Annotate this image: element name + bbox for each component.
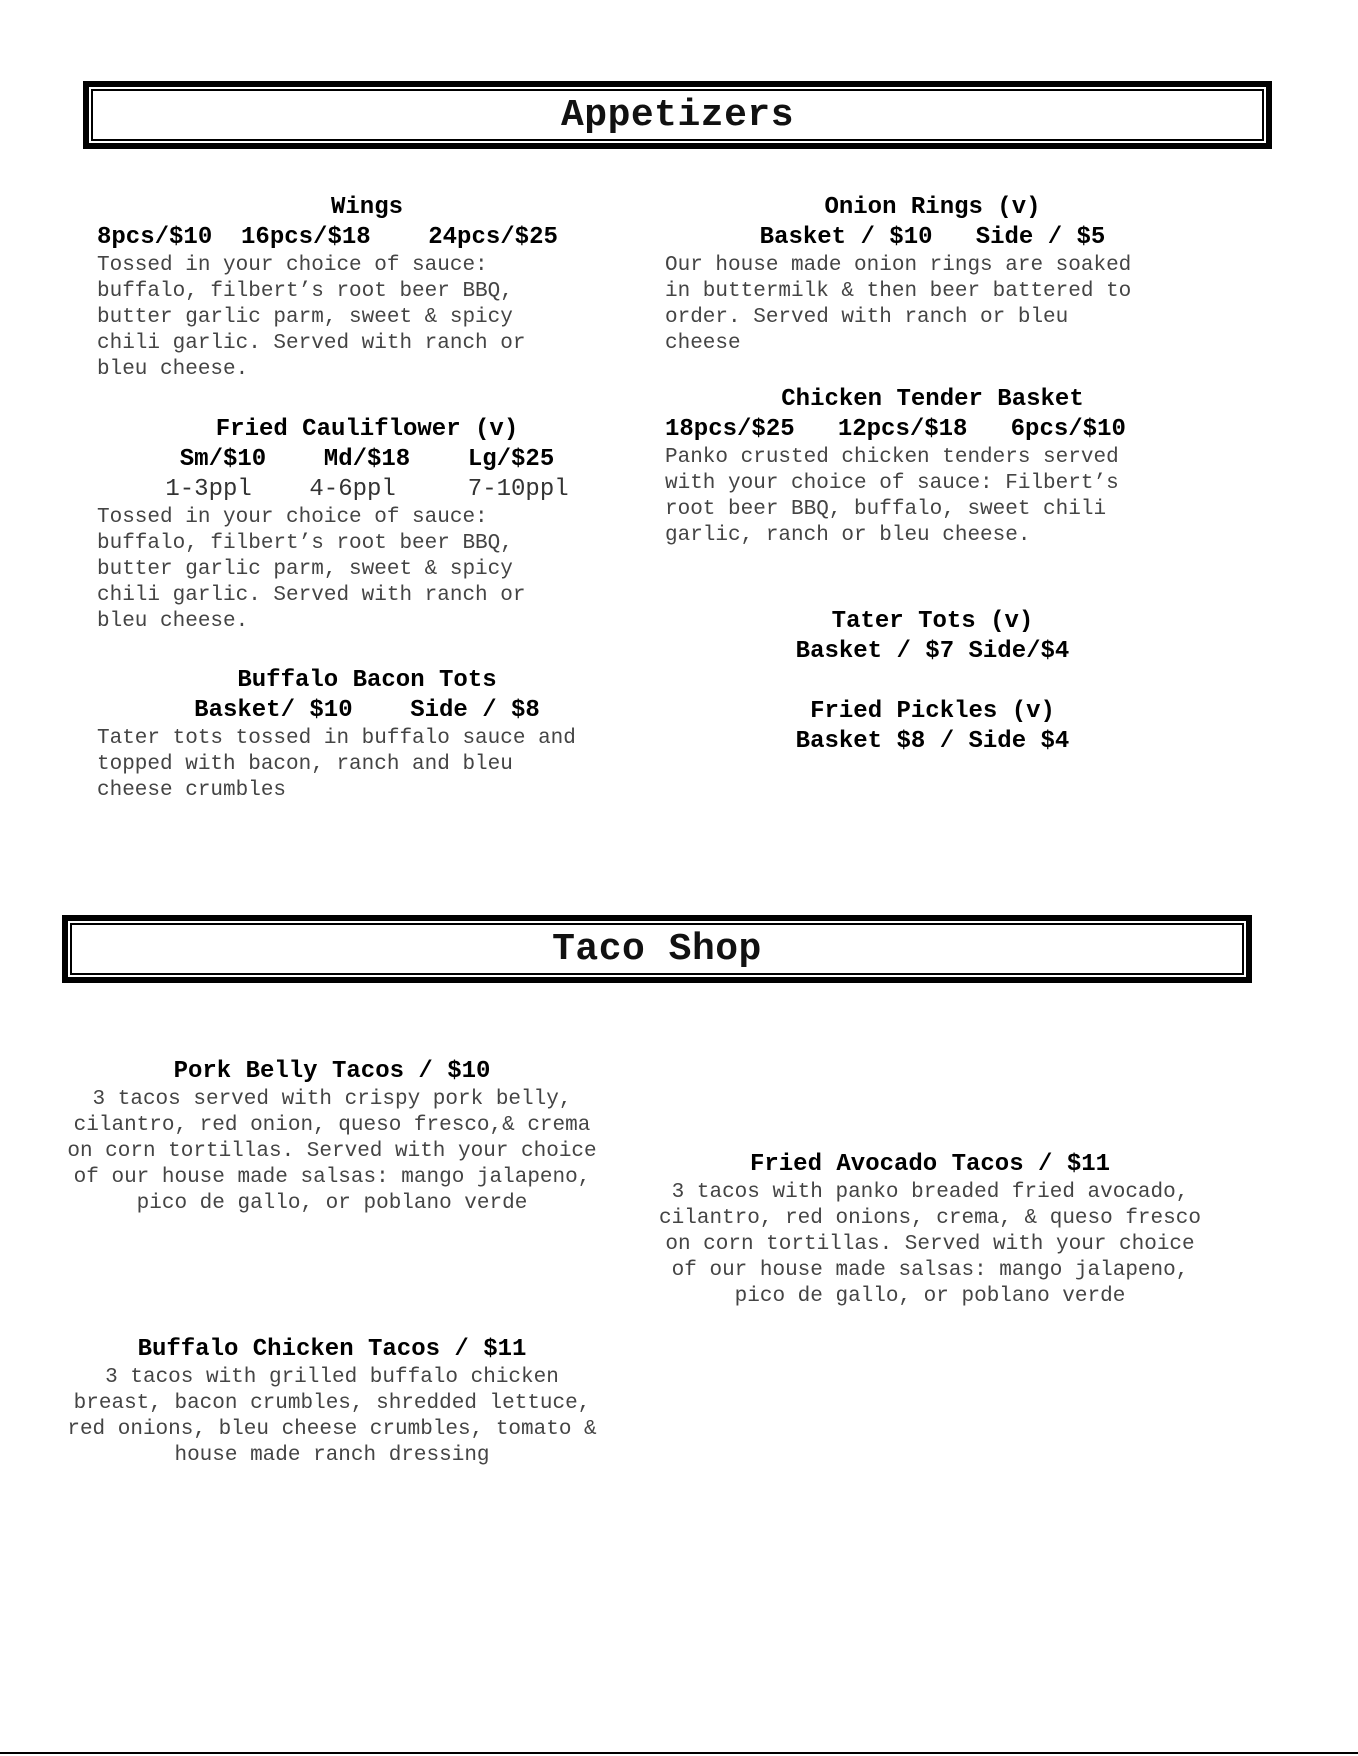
taco-shop-heading: Taco Shop [70, 923, 1244, 975]
item-description: Tater tots tossed in buffalo sauce and topped with bacon, ranch and bleu cheese crumbles [97, 727, 576, 802]
item-prices: Basket / $10 Side / $5 [759, 224, 1106, 251]
item-title: Pork Belly Tacos / $10 [173, 1058, 491, 1085]
item-description: 3 tacos served with crispy pork belly, cilantro, red onion, queso fresco,& crema on corn tortillas. Served with your choice of our house made salsas: mango jalapeno, pico de gallo, or poblano verde [67, 1088, 597, 1215]
menu-item-buffalo-chicken-tacos [32, 1335, 632, 1469]
appetizers-banner [83, 81, 1272, 149]
item-description: Panko crusted chicken tenders served with your choice of sauce: Filbert’s root beer BBQ, buffalo, sweet chili garlic, ranch or bleu cheese. [665, 446, 1119, 547]
item-prices: Basket/ $10 Side / $8 [194, 697, 540, 724]
menu-item-wings [97, 193, 637, 383]
menu-item-pork-belly-tacos [32, 1057, 632, 1217]
item-title: Fried Pickles (v) [810, 698, 1055, 725]
item-description: 3 tacos with panko breaded fried avocado, cilantro, red onions, crema, & queso fresco on corn tortillas. Served with your choice of our house made salsas: mango jalapeno, pico de gallo, or poblano verde [659, 1181, 1201, 1308]
menu-item-onion-rings [665, 193, 1200, 357]
item-title: Wings [330, 194, 403, 221]
item-title: Onion Rings (v) [824, 194, 1041, 221]
item-title: Fried Cauliflower (v) [215, 416, 519, 443]
item-title: Chicken Tender Basket [781, 386, 1084, 413]
item-prices: 8pcs/$10 16pcs/$18 24pcs/$25 [97, 224, 558, 251]
item-title: Buffalo Chicken Tacos / $11 [137, 1336, 527, 1363]
item-description: Our house made onion rings are soaked in buttermilk & then beer battered to order. Served with ranch or bleu cheese [665, 254, 1132, 355]
item-prices: Basket / $7 Side/$4 [795, 638, 1070, 665]
item-description: Tossed in your choice of sauce: buffalo, filbert’s root beer BBQ, butter garlic parm, sweet & spicy chili garlic. Served with ranch or bleu cheese. [97, 254, 526, 381]
item-prices: 18pcs/$25 12pcs/$18 6pcs/$10 [665, 416, 1126, 443]
item-prices: Sm/$10 Md/$18 Lg/$25 [179, 446, 555, 473]
menu-item-fried-avocado-tacos [625, 1150, 1235, 1310]
item-description: 3 tacos with grilled buffalo chicken breast, bacon crumbles, shredded lettuce, red onions, bleu cheese crumbles, tomato & house made ranch dressing [67, 1366, 597, 1467]
item-title: Fried Avocado Tacos / $11 [749, 1151, 1111, 1178]
menu-item-tater-tots [665, 607, 1200, 667]
menu-item-chicken-tender-basket [665, 385, 1200, 549]
item-serving-sizes: 1-3ppl 4-6ppl 7-10ppl [165, 476, 569, 503]
item-prices: Basket $8 / Side $4 [795, 728, 1070, 755]
menu-item-fried-pickles [665, 697, 1200, 757]
item-title: Tater Tots (v) [831, 608, 1034, 635]
item-title: Buffalo Bacon Tots [237, 667, 497, 694]
page-bottom-rule [0, 1752, 1358, 1754]
menu-item-fried-cauliflower [97, 415, 637, 635]
taco-shop-banner [62, 915, 1252, 983]
item-description: Tossed in your choice of sauce: buffalo, filbert’s root beer BBQ, butter garlic parm, sweet & spicy chili garlic. Served with ranch or bleu cheese. [97, 506, 526, 633]
menu-item-buffalo-bacon-tots [97, 666, 637, 804]
appetizers-heading: Appetizers [91, 89, 1264, 141]
